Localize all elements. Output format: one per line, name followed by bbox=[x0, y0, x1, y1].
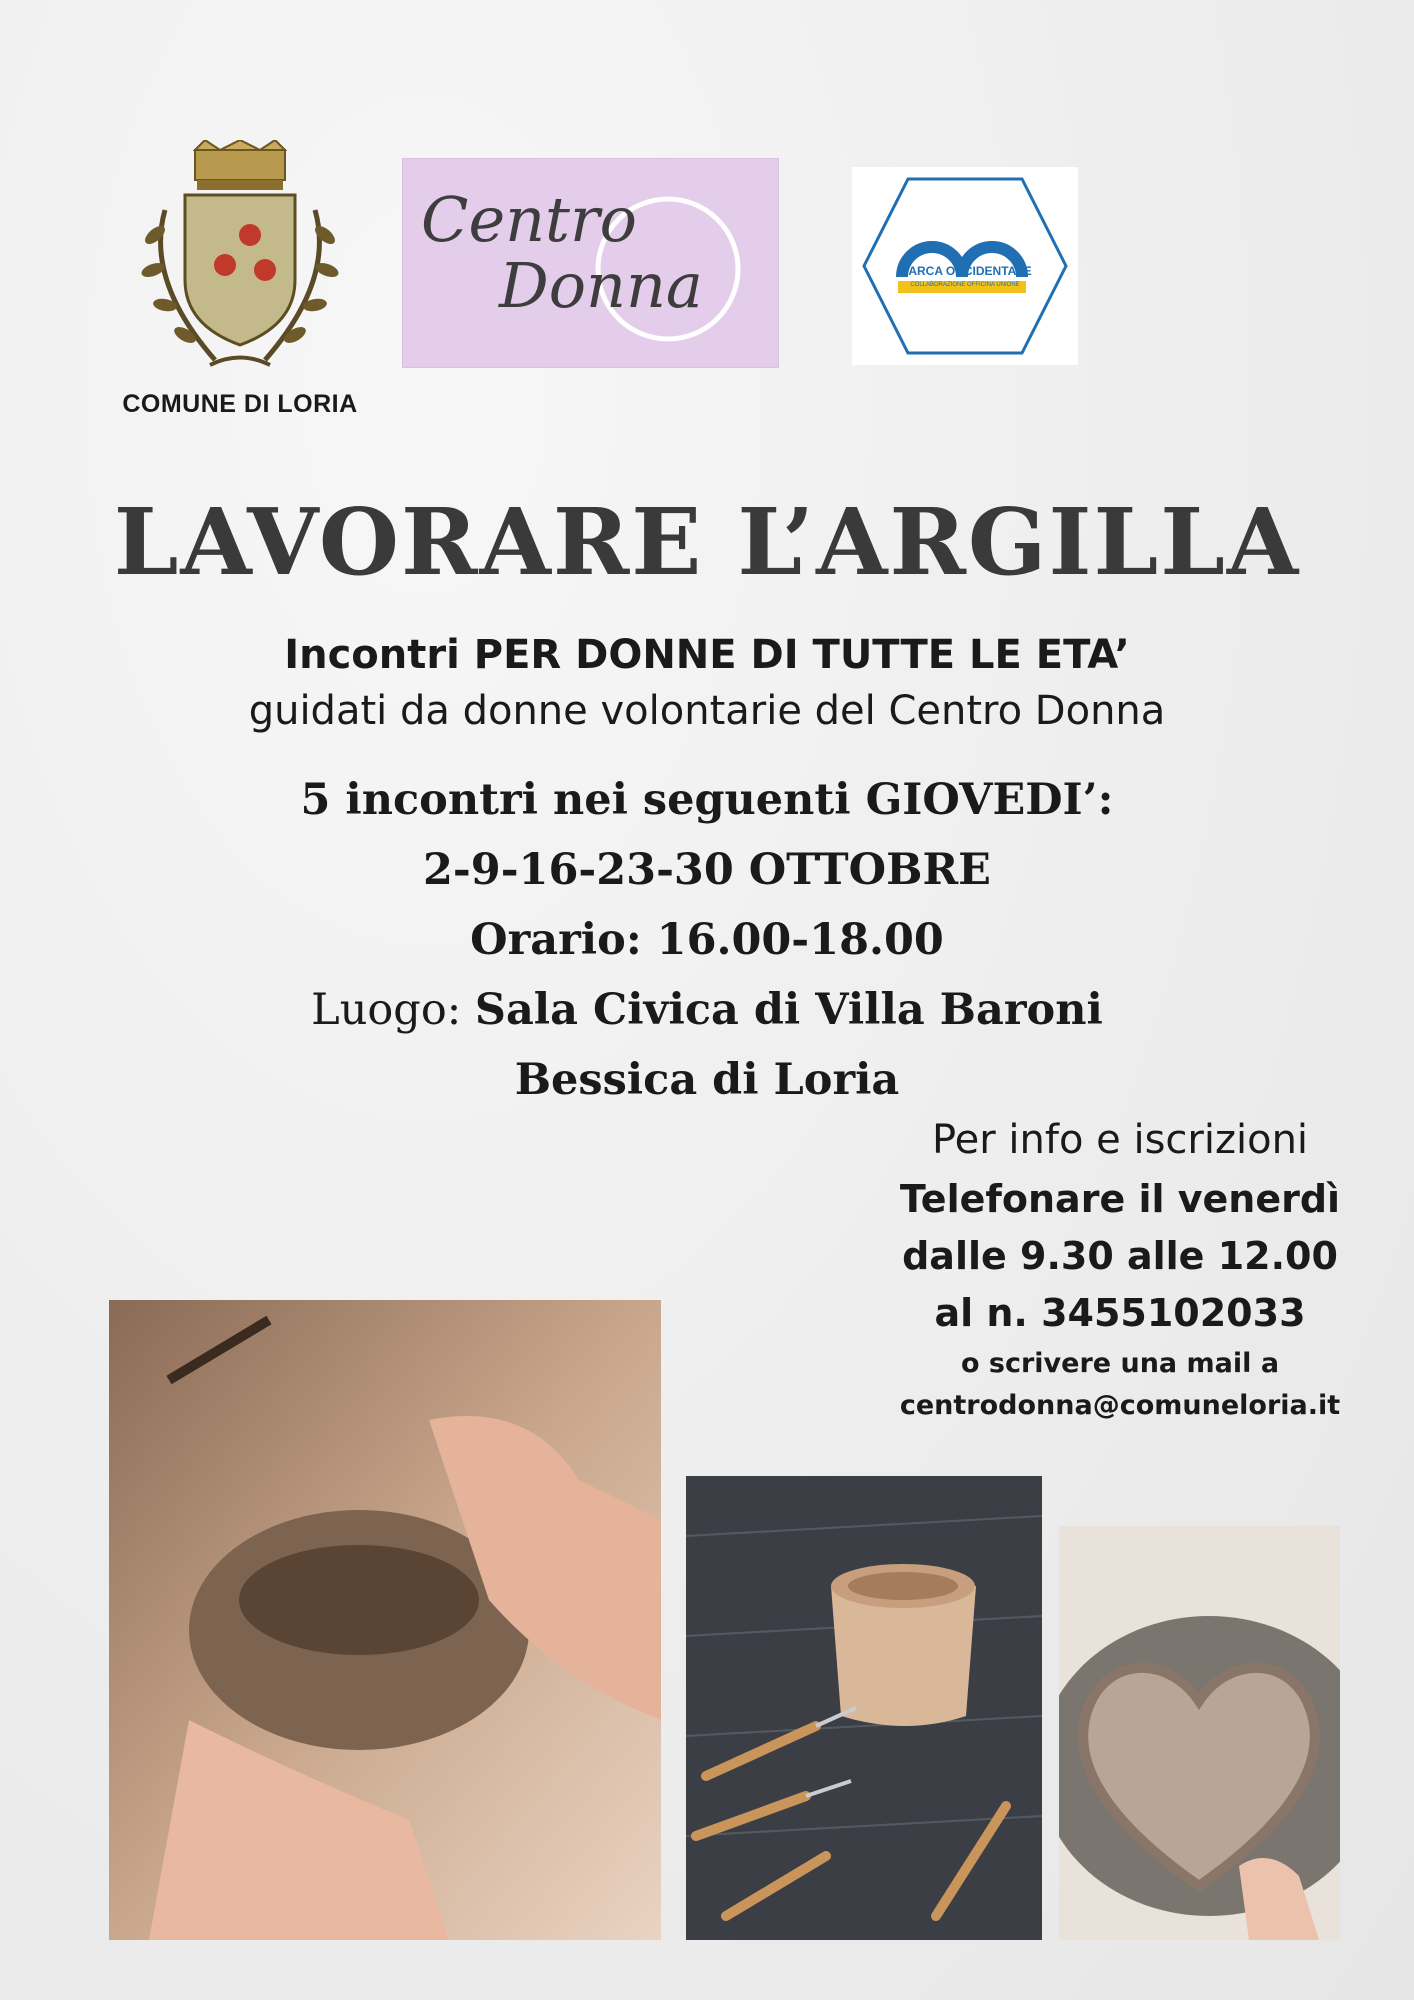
marca-logo-name: MARCA OCCIDENTALE bbox=[898, 264, 1032, 278]
clay-pot-tools-photo bbox=[686, 1476, 1042, 1940]
comune-crest-icon bbox=[125, 140, 355, 380]
meeting-time: Orario: 16.00-18.00 bbox=[470, 915, 944, 965]
info-email-prompt: o scrivere una mail a bbox=[960, 1348, 1280, 1379]
marca-logo-tagline: COLLABORAZIONE OFFICINA UNIONE bbox=[910, 282, 1020, 288]
subtitle-bold: Incontri PER DONNE DI TUTTE LE ETA’ bbox=[284, 632, 1130, 678]
info-phone-day: Telefonare il venerdì bbox=[899, 1177, 1341, 1221]
centro-donna-logo bbox=[402, 158, 779, 368]
meeting-place bbox=[0, 985, 1414, 1035]
centro-logo-word1: Centro bbox=[421, 183, 637, 256]
marca-occidentale-logo bbox=[852, 167, 1078, 365]
meeting-town: Bessica di Loria bbox=[514, 1055, 900, 1105]
place-name: Sala Civica di Villa Baroni bbox=[474, 985, 1103, 1035]
place-prefix: Luogo: bbox=[311, 985, 475, 1035]
subtitle-regular: guidati da donne volontarie del Centro Donna bbox=[248, 688, 1166, 734]
comune-label: COMUNE DI LORIA bbox=[122, 390, 358, 418]
heart-dish-photo bbox=[1059, 1526, 1340, 1940]
info-phone-number: al n. 3455102033 bbox=[934, 1291, 1306, 1335]
meetings-count: 5 incontri nei seguenti GIOVEDI’: bbox=[300, 775, 1114, 825]
info-email-address: centrodonna@comuneloria.it bbox=[899, 1390, 1341, 1421]
meeting-dates: 2-9-16-23-30 OTTOBRE bbox=[423, 845, 991, 895]
page-title: LAVORARE L’ARGILLA bbox=[113, 488, 1301, 596]
hands-clay-photo bbox=[109, 1300, 661, 1940]
info-heading: Per info e iscrizioni bbox=[931, 1117, 1309, 1163]
info-phone-hours: dalle 9.30 alle 12.00 bbox=[902, 1234, 1338, 1278]
centro-logo-word2: Donna bbox=[499, 249, 703, 322]
